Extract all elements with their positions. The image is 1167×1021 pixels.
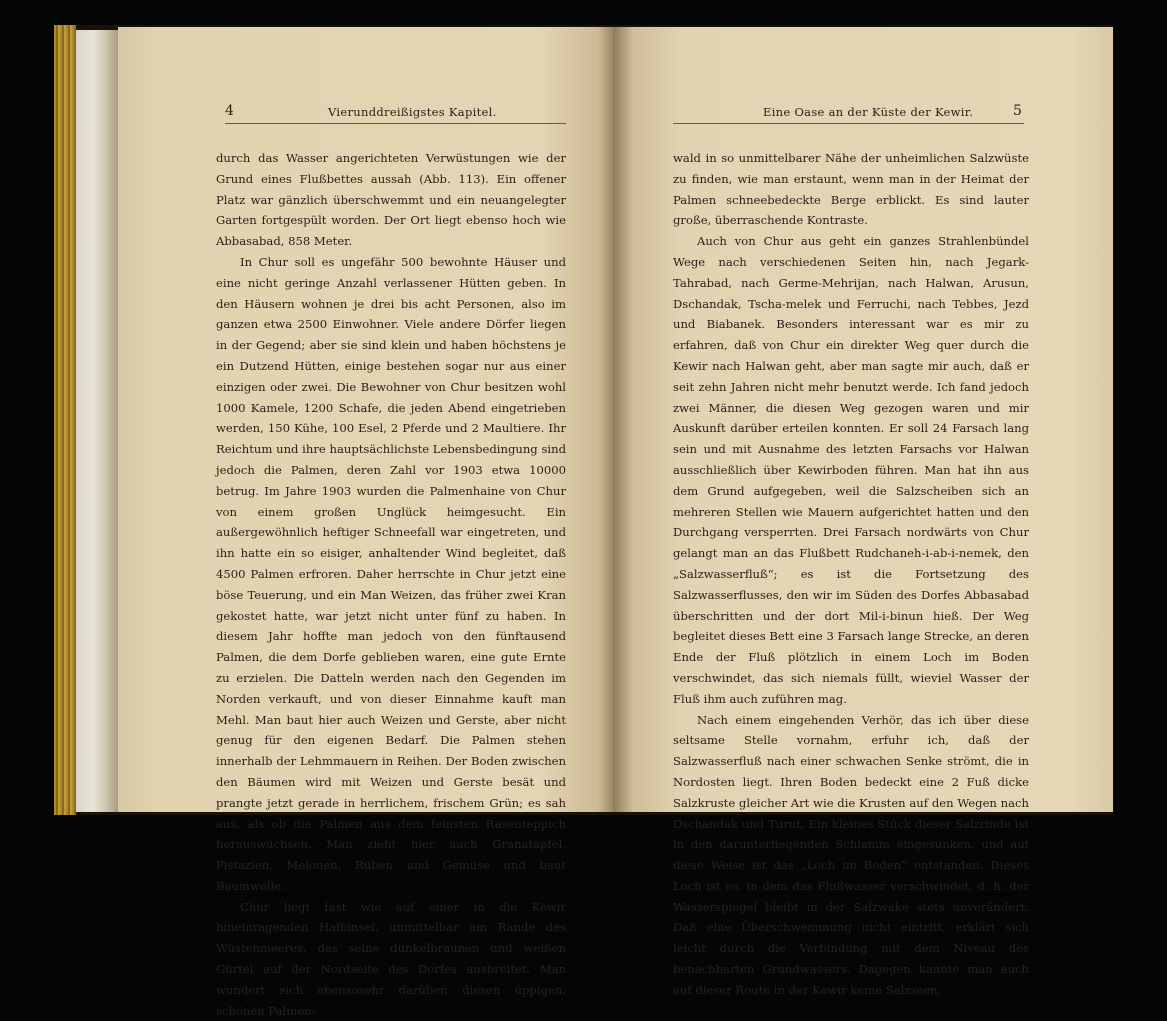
- running-head: Eine Oase an der Küste der Kewir.: [763, 105, 974, 119]
- header-rule: [225, 123, 566, 124]
- header-rule: [673, 123, 1024, 124]
- book-spine: [54, 25, 76, 815]
- body-text: [673, 148, 1029, 1001]
- paragraph: Chur liegt fast wie auf einer in die Kewir hineinragenden Halbinsel, unmittelbar am Rande des Wüstenmeeres, das seine dunkelbraunen und weißen Gürtel auf der Nordseite des Dorfes ausbreitet. Man wundert sich ebensosehr darüber, diesen üppigen, schönen Palmen-: [216, 899, 566, 1018]
- paragraph: Auch von Chur aus geht ein ganzes Strahlenbündel Wege nach verschiedenen Seiten hin, nach Jegark-Tahrabad, nach Germe-Mehrijan, nach Halwan, Arusun, Dschandak, Tscha-melek und Ferruchi, nach Tebbes, Jezd und Biabanek. Besonders interessant war es mir zu erfahren, daß von Chur ein direkter Weg quer durch die Kewir nach Halwan geht, aber man sagte mir auch, daß er seit zehn Jahren nicht mehr benutzt werde. Ich fand jedoch zwei Männer, die diesen Weg gezogen waren und mir Auskunft darüber erteilen konnten. Er soll 24 Farsach lang sein und mit Ausnahme des letzten Farsachs vor Halwan ausschließlich über Kewirboden führen. Man hat ihn aus dem Grund aufgegeben, weil die Salzscheiben sich an mehreren Stellen wie Mauern aufgerichtet hatten und den Durchgang versperrten. Drei Farsach nordwärts von Chur gelangt man an das Flußbett Rudchaneh-i-ab-i-nemek, den „Salzwasserfluß“; es ist die Fortsetzung des Salzwasserflusses, den wir im Süden des Dorfes Abbasabad überschritten und der dort Mil-i-binun hieß. Der Weg begleitet dieses Bett eine 3 Farsach lange Strecke, an deren Ende der Fluß plötzlich in einem Loch im Boden verschwindet, das sich niemals füllt, wieviel Wasser der Fluß ihm auch zuführen mag.: [673, 234, 1029, 706]
- page-number: 5: [1013, 103, 1022, 119]
- page-number: 4: [225, 103, 234, 119]
- body-text: [216, 148, 566, 1021]
- running-head: Vierunddreißigstes Kapitel.: [328, 105, 497, 119]
- left-page: [118, 27, 613, 1018]
- paragraph: wald in so unmittelbarer Nähe der unheimlichen Salzwüste zu finden, wie man erstaunt, wenn man in der Heimat der Palmen schneebedeckte Berge erblickt. Es sind lauter große, überraschende Kontraste.: [673, 151, 1029, 228]
- paragraph: Nach einem eingehenden Verhör, das ich über diese seltsame Stelle vornahm, erfuhr ich, daß der Salzwasserfluß nach einer schwachen Senke strömt, die in Nordosten liegt. Ihren Boden bedeckt eine 2 Fuß dicke Salzkruste gleicher Art wie die Krusten auf den Wegen nach Dschandak und Turut. Ein kleines Stück dieser Salzrinde ist in den darunterliegenden Schlamm eingesunken, und auf diese Weise ist das „Loch im Boden“ entstanden. Dieses Loch ist es, in dem das Flußwasser verschwindet, d. h. der Wasserspiegel bleibt in der Salzwake stets unverändert. Daß eine Überschwemmung nicht eintritt, erklärt sich leicht durch die Verbindung mit dem Niveau des benachbarten Grundwassers. Dagegen kannte man auch auf dieser Route in der Kewir keine Salzseen.: [673, 712, 1029, 997]
- page-edges: [76, 30, 118, 812]
- paragraph: In Chur soll es ungefähr 500 bewohnte Häuser und eine nicht geringe Anzahl verlassener Hütten geben. In den Häusern wohnen je drei bis acht Personen, also im ganzen etwa 2500 Einwohner. Viele andere Dörfer liegen in der Gegend; aber sie sind klein und haben höchstens je ein Dutzend Hütten, einige bestehen sogar nur aus einer einzigen oder zwei. Die Bewohner von Chur besitzen wohl 1000 Kamele, 1200 Schafe, die jeden Abend eingetrieben werden, 150 Kühe, 100 Esel, 2 Pferde und 2 Maultiere. Ihr Reichtum und ihre hauptsächlichste Lebensbedingung sind jedoch die Palmen, deren Zahl vor 1903 etwa 10000 betrug. Im Jahre 1903 wurden die Palmenhaine von Chur von einem großen Unglück heimgesucht. Ein außergewöhnlich heftiger Schneefall war eingetreten, und ihn hatte ein so eisiger, anhaltender Wind begleitet, daß 4500 Palmen erfroren. Daher herrschte in Chur jetzt eine böse Teuerung, und ein Man Weizen, das früher zwei Kran gekostet hatte, war jetzt nicht unter fünf zu haben. In diesem Jahr hoffte man jedoch von den fünftausend Palmen, die dem Dorfe geblieben waren, eine gute Ernte zu erzielen. Die Datteln werden nach den Gegenden im Norden verkauft, und von dieser Einnahme kauft man Mehl. Man baut hier auch Weizen und Gerste, aber nicht genug für den eigenen Bedarf. Die Palmen stehen innerhalb der Lehmmauern in Reihen. Der Boden zwischen den Bäumen wird mit Weizen und Gerste besät und prangte jetzt gerade in herrlichem, frischem Grün; es sah aus, als ob die Palmen aus dem feinsten Rasenteppich herauswüchsen. Man zieht hier auch Granatäpfel, Pistazien, Melonen, Rüben und Gemüse und baut Baumwolle.: [216, 254, 566, 893]
- right-page: [613, 27, 1113, 997]
- paragraph: durch das Wasser angerichteten Verwüstungen wie der Grund eines Flußbettes aussah (Abb. 113). Ein offener Platz war gänzlich überschwemmt und ein neuangelegter Garten fortgespült worden. Der Ort liegt ebenso hoch wie Abbasabad, 858 Meter.: [216, 151, 566, 249]
